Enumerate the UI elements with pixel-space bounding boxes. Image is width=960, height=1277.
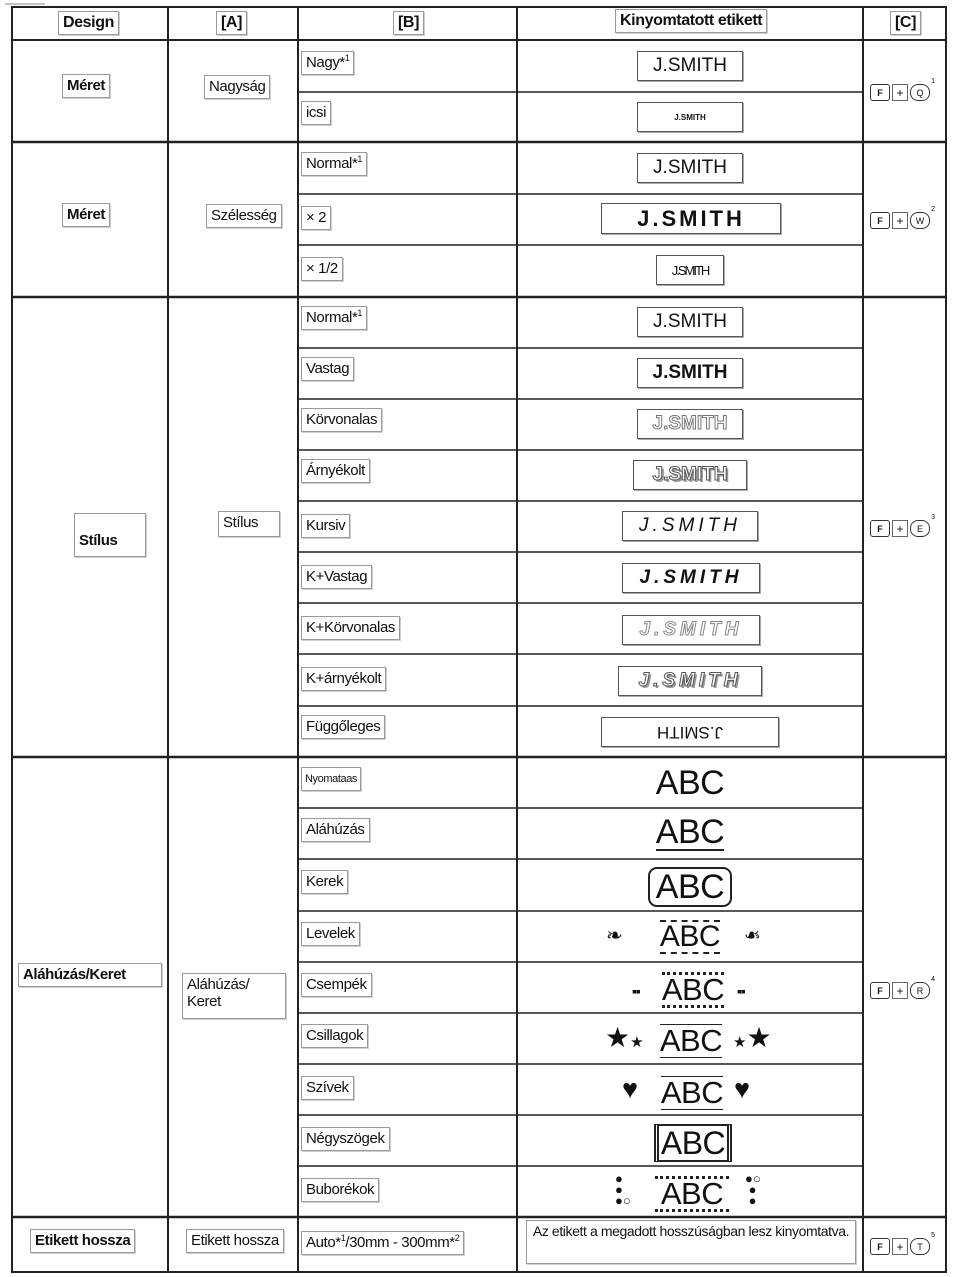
plus-icon: + (892, 982, 908, 999)
b-vastag: Vastag (301, 357, 354, 381)
sample-nagy: J.SMITH (637, 51, 743, 81)
b-nyomataas: Nyomataas (301, 767, 361, 791)
header-design: Design (58, 11, 119, 35)
sample-normal-width: J.SMITH (637, 153, 743, 183)
fn-key-icon: F (870, 212, 890, 229)
sample-levelek: ABC (659, 920, 721, 953)
leaf-right-icon: ❧ (744, 925, 761, 947)
sample-kerek: ABC (620, 865, 760, 909)
b-normal-style: Normal*$^1$ (301, 306, 367, 330)
plus-icon: + (892, 520, 908, 537)
b-x12: × 1/2 (301, 257, 343, 281)
sample-buborekok: ABC (640, 1171, 744, 1217)
sample-negyszogek: ABC (646, 1120, 740, 1166)
b-auto: Auto*$^1$/30mm - 300mm*$^2$ (301, 1231, 464, 1255)
header-a: [A] (216, 11, 247, 35)
sample-csillagok: ABC (659, 1023, 723, 1058)
sample-x12: J.SMITH (656, 255, 724, 285)
leaf-left-icon: ❧ (606, 925, 623, 947)
b-kvastag: K+Vastag (301, 565, 372, 589)
bubble-left-icon: ● ● ●○ (615, 1171, 631, 1208)
sample-szivek: ABC (660, 1075, 724, 1110)
plus-icon: + (892, 1238, 908, 1255)
design-frame: Aláhúzás/Keret (18, 963, 162, 987)
b-levelek: Levelek (301, 922, 360, 946)
fn-key-icon: F (870, 982, 890, 999)
length-note: Az etikett a megadott hosszúságban lesz kinyomtatva. (526, 1220, 856, 1264)
b-nagy: Nagy*$^1$ (301, 51, 354, 75)
bubble-right-icon: ●○ ● ● (745, 1171, 761, 1208)
b-korvonalas: Körvonalas (301, 408, 382, 432)
b-csempek: Csempék (301, 973, 372, 997)
a-frame: Aláhúzás/ Keret (182, 973, 286, 1019)
sample-fuggoleges: J.SMITH (601, 717, 779, 747)
design-width: Méret (62, 203, 110, 227)
star-left-icon: ★★ (605, 1022, 644, 1053)
b-icsi: icsi (301, 101, 331, 125)
a-width: Szélesség (206, 204, 282, 228)
header-b: [B] (393, 11, 424, 35)
star-right-icon: ★★ (733, 1022, 772, 1053)
b-csillagok: Csillagok (301, 1024, 368, 1048)
shortcut-size (870, 78, 935, 101)
b-kursiv: Kursiv (301, 514, 350, 538)
sample-x2: J.SMITH (601, 203, 781, 234)
r-key-icon: R 4 (910, 982, 930, 999)
a-style: Stílus (218, 511, 280, 537)
b-arnyekolt: Árnyékolt (301, 459, 370, 483)
sample-alahuzas: ABC (655, 813, 725, 851)
design-length: Etikett hossza (30, 1229, 135, 1253)
e-key-icon: E 3 (910, 520, 930, 537)
sample-vastag: J.SMITH (637, 358, 743, 388)
fn-key-icon: F (870, 520, 890, 537)
design-style: Stílus (74, 513, 146, 557)
b-alahuzas: Aláhúzás (301, 818, 370, 842)
fn-key-icon: F (870, 1238, 890, 1255)
header-c: [C] (890, 11, 921, 35)
a-length: Etikett hossza (186, 1229, 284, 1253)
sample-kvastag: J.SMITH (622, 563, 760, 593)
b-x2: × 2 (301, 206, 331, 230)
shortcut-style (870, 514, 935, 537)
t-key-icon: T 5 (910, 1238, 930, 1255)
a-size: Nagyság (204, 75, 270, 99)
heart-left-icon: ♥ (622, 1074, 639, 1104)
plus-icon: + (892, 84, 908, 101)
tile-right-icon: ▪▫▪ (737, 983, 743, 999)
b-fuggoleges: Függőleges (301, 715, 385, 739)
sample-csempek: ABC (661, 972, 725, 1007)
b-kerek: Kerek (301, 870, 348, 894)
sample-kkorvonalas: J.SMITH (622, 615, 760, 645)
plus-icon: + (892, 212, 908, 229)
shortcut-frame (870, 976, 935, 999)
sample-korvonalas: J.SMITH (637, 409, 743, 439)
w-key-icon: W 2 (910, 212, 930, 229)
shortcut-length (870, 1232, 935, 1255)
b-buborekok: Buborékok (301, 1178, 379, 1202)
b-normal-width: Normal*$^1$ (301, 152, 367, 176)
fn-key-icon: F (870, 84, 890, 101)
sample-icsi: J.SMITH (637, 102, 743, 132)
sample-nyomataas: ABC (655, 763, 725, 802)
b-karnyekolt: K+árnyékolt (301, 667, 386, 691)
heart-right-icon: ♥ (734, 1074, 751, 1104)
design-size: Méret (62, 74, 110, 98)
tile-left-icon: ▪▫▪ (632, 983, 638, 999)
sample-arnyekolt: J.SMITH (633, 460, 747, 490)
b-szivek: Szívek (301, 1076, 354, 1100)
q-key-icon: Q 1 (910, 84, 930, 101)
sample-karnyekolt: J.SMITH (618, 666, 762, 696)
header-printed-label: Kinyomtatott etikett (615, 9, 767, 33)
sample-normal-style: J.SMITH (637, 307, 743, 337)
shortcut-width (870, 206, 935, 229)
b-kkorvonalas: K+Körvonalas (301, 616, 400, 640)
sample-kursiv: J.SMITH (622, 511, 758, 541)
b-negyszogek: Négyszögek (301, 1127, 390, 1151)
